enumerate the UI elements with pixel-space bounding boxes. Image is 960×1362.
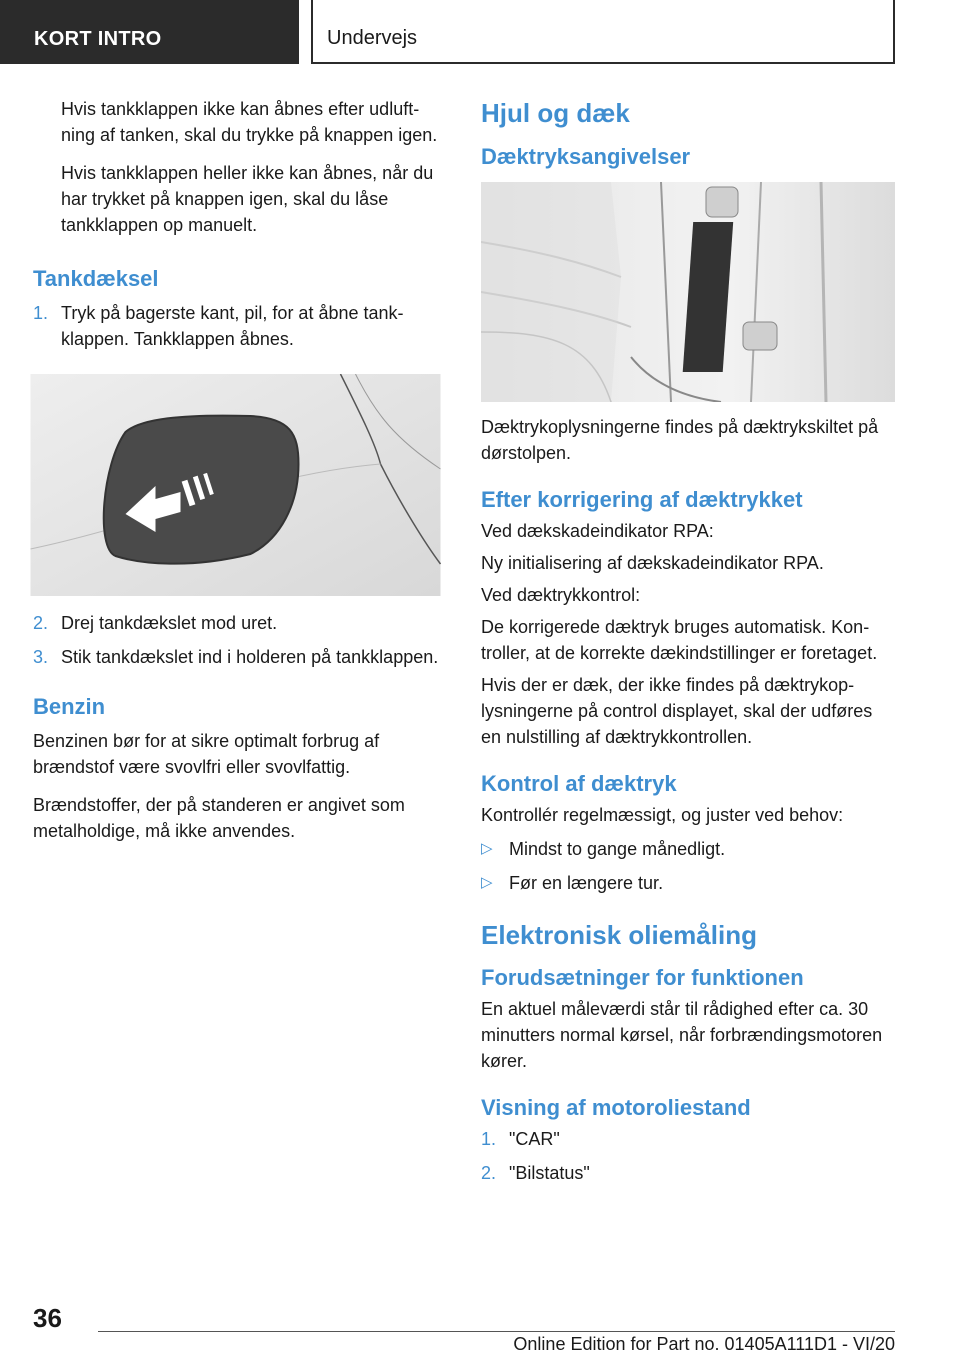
paragraph: Hvis tankklappen heller ikke kan åbnes, når du har trykket på knappen igen, skal du låse tankklappen op manuelt. [61, 163, 434, 235]
paragraph: Ved dæktrykkontrol: [481, 585, 641, 605]
step-text: Drej tankdækslet mod uret. [61, 613, 278, 633]
heading-daektryksangivelser: Dæktryksangivelser [481, 144, 691, 169]
paragraph: En aktuel måleværdi står til rådighed efter ca. 30 minutters normal kørsel, når forbrændingsmotoren kører. [481, 999, 883, 1071]
step-number: 1. [33, 303, 49, 323]
heading-elektronisk-oliemaaling: Elektronisk oliemåling [481, 920, 757, 950]
section-tab [0, 0, 299, 64]
heading-tankdaeksel: Tankdæksel [33, 266, 159, 291]
footer-divider [98, 1331, 895, 1332]
paragraph: Ved dækskadeindikator RPA: [481, 521, 714, 541]
right-column [481, 96, 895, 1194]
page-number: 36 [33, 1303, 62, 1333]
step-number: 2. [481, 1163, 497, 1183]
left-column [33, 96, 443, 856]
list-item [33, 644, 443, 670]
list-item [33, 300, 443, 352]
list-item [33, 610, 443, 636]
step-text: "CAR" [509, 1129, 560, 1149]
chapter-header [311, 0, 895, 64]
step-text: "Bilstatus" [509, 1163, 590, 1183]
steps-list-continued [33, 610, 443, 670]
section-title: KORT INTRO [34, 28, 162, 50]
steps-list [481, 1126, 895, 1186]
paragraph: Brændstoffer, der på standeren er angivet som metalholdige, må ikke anvendes. [33, 795, 405, 841]
paragraph: De korrigerede dæktryk bruges automatisk. Kontroller, at de korrekte dækindstillinger er foretaget. [481, 617, 878, 663]
edition-info: Online Edition for Part no. 01405A111D1 - VI/20 [513, 1334, 895, 1354]
chapter-title: Undervejs [327, 27, 418, 49]
paragraph: Hvis der er dæk, der ikke findes på dæktrykoplysningerne på control displayet, skal der udføres en nulstilling af dæktrykkontrollen. [481, 675, 873, 747]
triangle-bullet-icon: ▷ [481, 874, 493, 891]
bullet-text: Mindst to gange månedligt. [509, 839, 726, 859]
list-item [481, 1126, 895, 1152]
paragraph: Dæktrykoplysningerne findes på dæktrykskiltet på dørstolpen. [481, 417, 879, 463]
paragraph: Ny initialisering af dækskadeindikator RPA. [481, 553, 824, 573]
heading-kontrol: Kontrol af dæktryk [481, 771, 677, 796]
paragraph: Hvis tankklappen ikke kan åbnes efter udluftning af tanken, skal du trykke på knappen igen. [61, 99, 438, 145]
steps-list [33, 300, 443, 352]
step-number: 3. [33, 647, 49, 667]
heading-forudsaetninger: Forudsætninger for funktionen [481, 965, 804, 990]
heading-hjul-og-daek: Hjul og dæk [481, 98, 630, 128]
heading-efter-korrigering: Efter korrigering af dæktrykket [481, 487, 803, 512]
list-item [481, 870, 895, 896]
paragraph: Benzinen bør for at sikre optimalt forbrug af brændstof være svovlfri eller svovlfattig. [33, 731, 380, 777]
heading-benzin: Benzin [33, 694, 106, 719]
step-number: 1. [481, 1129, 497, 1149]
triangle-bullet-icon: ▷ [481, 840, 493, 857]
paragraph: Kontrollér regelmæssigt, og juster ved behov: [481, 805, 844, 825]
list-item [481, 1160, 895, 1186]
bullet-text: Før en længere tur. [509, 873, 664, 893]
bullet-list [481, 836, 895, 896]
heading-visning: Visning af motoroliestand [481, 1095, 751, 1120]
step-text: Stik tankdækslet ind i holderen på tankklappen. [61, 647, 439, 667]
fuel-cap-illustration [28, 374, 443, 596]
list-item [481, 836, 895, 862]
step-text: Tryk på bagerste kant, pil, for at åbne tankklappen. Tankklappen åbnes. [61, 303, 404, 349]
door-pillar-illustration [481, 182, 895, 402]
step-number: 2. [33, 613, 49, 633]
